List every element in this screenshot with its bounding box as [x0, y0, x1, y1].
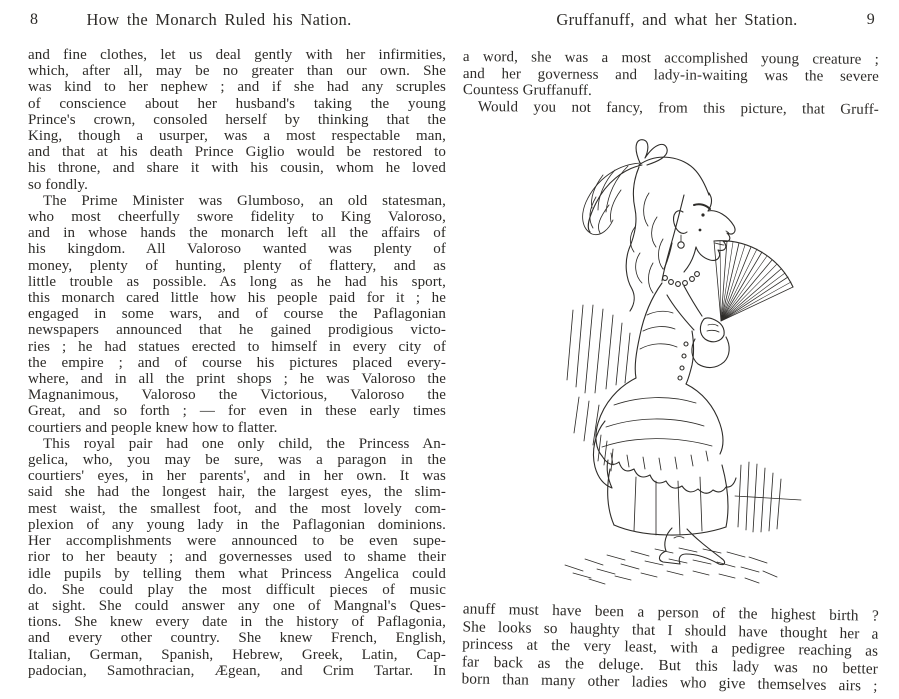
- text-line: and that at his death Prince Giglio would be restored to: [28, 144, 446, 161]
- text-line: of conscience about her husband's taking the young: [28, 95, 446, 112]
- text-line: princess at the very least, with a pedigree reaching as: [462, 635, 879, 661]
- paragraph: [463, 99, 879, 116]
- text-line: Great, and so forth ; — for even in these early times: [28, 403, 446, 420]
- paragraph: [463, 49, 879, 99]
- right-page-number: 9: [866, 11, 875, 28]
- left-body-text: [28, 47, 446, 679]
- text-line: Italian, German, Spanish, Hebrew, Greek, Latin, Cap-: [28, 646, 446, 663]
- text-line: Would you not fancy, from this picture, that Gruff-: [477, 98, 879, 118]
- paragraph: [28, 436, 446, 679]
- text-line: tions. She knew every date in the history of Paflagonia,: [28, 614, 446, 631]
- left-running-title: How the Monarch Ruled his Nation.: [86, 10, 352, 29]
- text-line: King, though a usurper, was a most respectable man,: [28, 128, 446, 145]
- left-page-header: [28, 10, 446, 34]
- text-line: engaged in some wars, and of course the Paflagonian: [28, 306, 446, 323]
- text-line: courtiers' eyes, in her parents', and in her own. It was: [28, 468, 446, 485]
- text-line: at sight. She could answer any one of Mangnal's Ques-: [28, 597, 446, 614]
- text-line: far back as the deluge. But this lady was no better: [461, 653, 879, 678]
- text-line: money, plenty of hunting, plenty of flattery, and as: [28, 257, 446, 274]
- right-bottom-text: [461, 601, 878, 696]
- text-line: said she had the longest hair, the largest eyes, the slim-: [28, 484, 446, 501]
- text-line: newspapers announced that he gained prodigious victo-: [28, 322, 446, 339]
- text-line: and in whose hands the monarch left all the affairs of: [28, 225, 446, 242]
- text-line: idle pupils by telling them what Princess Angelica could: [28, 565, 446, 582]
- text-line: born than many other ladies who give themselves airs ;: [461, 670, 878, 696]
- gruffanuff-illustration: [543, 135, 813, 595]
- text-line: was kind to her nephew ; and if she had any scruples: [28, 79, 446, 96]
- text-line: where, and in all the print shops ; he was Valoroso the: [28, 371, 446, 388]
- paragraph: [28, 193, 446, 436]
- text-line: and her governess and lady-in-waiting was the severe: [462, 65, 879, 85]
- left-page-number: 8: [30, 11, 39, 28]
- text-line: anuff must have been a person of the highest birth ?: [462, 600, 879, 626]
- right-top-text: [462, 49, 879, 118]
- text-line: She looks so haughty that I should have thought her a: [462, 618, 879, 643]
- text-line: who most cheerfully swore fidelity to King Valoroso,: [28, 209, 446, 226]
- paragraph: [461, 601, 878, 696]
- text-line: his throne, and share it with his cousin, whom he loved: [28, 160, 446, 177]
- text-line: do. She could play the most difficult pieces of music: [28, 581, 446, 598]
- right-page-header: [463, 10, 879, 34]
- text-line: Prince's crown, consoled herself by thinking that the: [28, 111, 446, 128]
- text-line: padocian, Samothracian, Ægean, and Crim Tartar. In: [28, 662, 446, 679]
- text-line: which, after all, may be no greater than our own. She: [28, 63, 446, 80]
- text-line: little trouble as possible. As long as he had his sport,: [28, 273, 446, 290]
- text-line: courtiers and people knew how to flatter.: [28, 419, 278, 436]
- text-line: Magnanimous, Valoroso the Victorious, Valoroso the: [28, 387, 446, 404]
- text-line: and every other country. She knew French, English,: [28, 630, 446, 647]
- text-line: ries ; he had statues erected to himself in every city of: [28, 338, 446, 355]
- paragraph: [28, 47, 446, 193]
- text-line: Her accomplishments were announced to be even supe-: [28, 533, 446, 550]
- text-line: this monarch cared little how his people paid for it ; he: [28, 290, 446, 307]
- text-line: so fondly.: [28, 176, 89, 193]
- text-line: a word, she was a most accomplished young creature ;: [462, 49, 879, 68]
- right-page: [461, 10, 879, 696]
- text-line: plexion of any young lady in the Paflagonian dominions.: [28, 516, 446, 533]
- text-line: the empire ; and of course his pictures placed every-: [28, 354, 446, 371]
- left-page: [28, 10, 446, 679]
- right-running-title: Gruffanuff, and what her Station.: [556, 10, 798, 29]
- text-line: his kingdom. All Valoroso wanted was plenty of: [28, 241, 446, 258]
- text-line: Countess Gruffanuff.: [462, 82, 592, 100]
- text-line: The Prime Minister was Glumboso, an old statesman,: [43, 192, 446, 209]
- text-line: and fine clothes, let us deal gently with her infirmities,: [28, 47, 446, 63]
- text-line: rior to her beauty ; and governesses used to shame their: [28, 549, 446, 566]
- text-line: gelica, who, you may be sure, was a paragon in the: [28, 452, 446, 469]
- text-line: This royal pair had one only child, the Princess An-: [43, 435, 446, 452]
- text-line: mest waist, the smallest foot, and the most lovely com-: [28, 500, 446, 517]
